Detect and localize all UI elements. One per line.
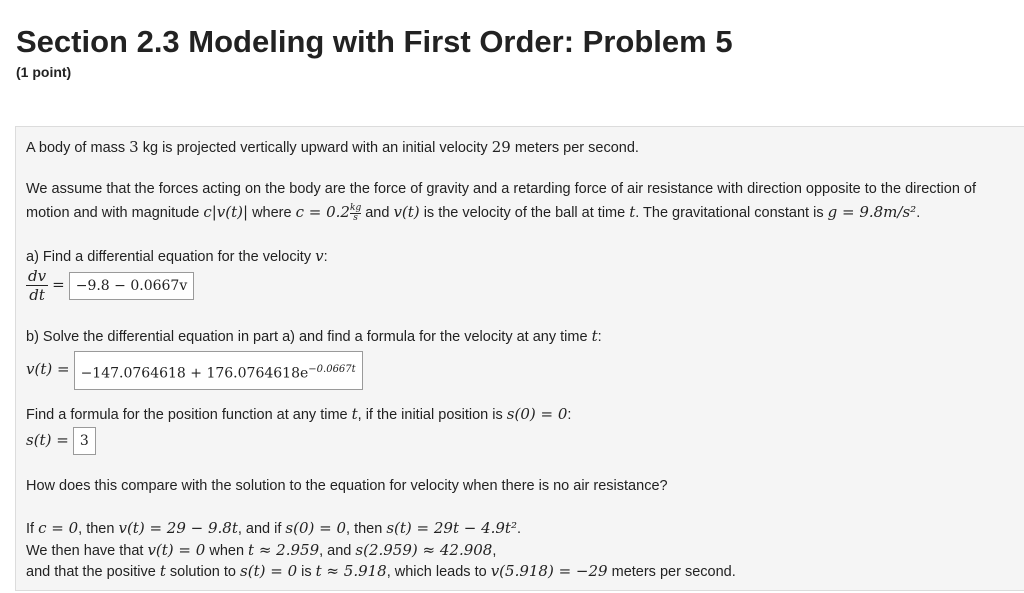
assumption-line-2: motion and with magnitude c|v(t)| where c = 0.2 $\frac{kg}{s}$ and v(t) is the velocity of the ball at time t. The gravitational constant is g = 9.8m/s². (26, 202, 921, 223)
part-b-answer-field[interactable]: $-147.0764618 + 176.0764618e^{-0.0667t}$ (74, 351, 363, 390)
part-c-answer-field[interactable]: 3 (73, 427, 96, 455)
solution-line-2: We then have that v(t) = 0 when t ≈ 2.959, and s(2.959) ≈ 42.908, (26, 541, 497, 559)
part-b-prompt: b) Solve the differential equation in part a) and find a formula for the velocity at any time t: (26, 327, 602, 345)
part-a-prompt: a) Find a differential equation for the velocity v: (26, 247, 328, 265)
problem-panel (15, 126, 1024, 591)
initial-velocity-value: 29 (491, 138, 511, 156)
dv-dt-fraction: $\frac{dv}{dt}$ (28, 267, 47, 304)
part-b-equation: $v(t) = -147.0764618 + 176.0764618e^{-0.0667t}$ (26, 351, 363, 390)
assumption-line-1: We assume that the forces acting on the body are the force of gravity and a retarding force of air resistance with direction opposite to the direction of (26, 181, 977, 197)
comparison-question: How does this compare with the solution to the equation for velocity when there is no air resistance? (26, 478, 668, 494)
part-a-equation: $\frac{dv}{dt}$ = −9.8 − 0.0667v (26, 267, 194, 304)
part-c-prompt: Find a formula for the position function at any time t, if the initial position is s(0) = 0: (26, 405, 572, 423)
gravity-constant: g = 9.8m/s² (827, 203, 917, 221)
problem-header (16, 22, 733, 80)
part-c-equation: s(t) = 3 (26, 427, 96, 455)
units-fraction: $\frac{kg}{s}$ (349, 202, 362, 223)
mass-value: 3 (129, 138, 139, 156)
part-a-answer-field[interactable]: −9.8 − 0.0667v (69, 272, 195, 300)
intro-text: A body of mass 3 kg is projected vertically upward with an initial velocity 29 meters per second. (26, 138, 639, 156)
drag-coefficient: c = 0.2 (295, 203, 350, 221)
points-label: (1 point) (16, 64, 72, 80)
page-title: Section 2.3 Modeling with First Order: Problem 5 (16, 24, 733, 59)
magnitude-expr: c|v(t)| (203, 203, 249, 221)
solution-line-1: If c = 0, then v(t) = 29 − 9.8t, and if s(0) = 0, then s(t) = 29t − 4.9t². (26, 519, 522, 537)
solution-line-3: and that the positive t solution to s(t) = 0 is t ≈ 5.918, which leads to v(5.918) = −29 meters per second. (26, 562, 736, 580)
